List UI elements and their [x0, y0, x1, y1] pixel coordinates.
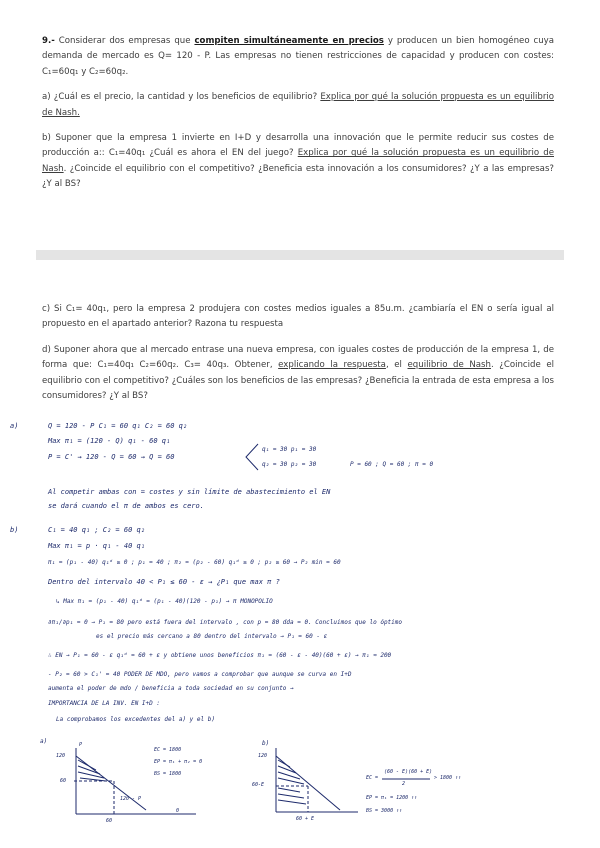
graph-a-tick-120: 120 — [56, 753, 66, 759]
graph-a-y-label: P — [79, 742, 83, 748]
graph-a-ep: EP = π₁ + π₂ = 0 — [154, 759, 203, 765]
hw-b-line2: Max π₁ = p · q₁ - 40 q₁ — [48, 542, 145, 550]
graph-b-ec-denominator: 2 — [402, 781, 406, 787]
graph-b-tick-60e: 60-E — [252, 782, 265, 788]
question-a: a) ¿Cuál es el precio, la cantidad y los beneficios de equilibrio? Explica por qué la solución propuesta es un equilibrio de Nash. — [42, 92, 554, 118]
key-phrase: compiten simultáneamente en precios — [194, 36, 384, 46]
graph-a-tick-60: 60 — [60, 778, 67, 784]
hw-a-explanation2: se dará cuando el π de ambos es cero. — [48, 502, 204, 510]
hw-brace — [246, 444, 258, 470]
graph-b-tick-x: 60 + E — [296, 816, 315, 822]
hw-b-line8: ∴ EN → P₁ = 60 - ε q₁ᵈ = 60 + ε y obtiene unos beneficios π₁ = (60 - ε - 40)(60 + ε) → π₁ ≈ 200 — [48, 652, 392, 659]
graph-b-surplus-hatch — [278, 760, 304, 784]
graph-a-curve-label: 120 - P — [120, 796, 142, 802]
hw-a-line1: Q = 120 - P C₁ = 60 q₁ C₂ = 60 q₂ — [48, 422, 188, 430]
graph-b-tick-120: 120 — [258, 753, 268, 759]
hw-b-line5: ↳ Max π₁ = (p₁ - 40) q₁ᵈ = (p₁ - 40)(120 - p₁) → π MONOPOLIO — [56, 598, 273, 605]
hw-a-brace-line2: q₂ = 30 p₂ = 30 — [262, 461, 317, 468]
graph-a-ec: EC = 1800 — [154, 747, 182, 753]
hw-b-line10: aumenta el poder de mdo / beneficia a toda sociedad en su conjunto → — [48, 685, 294, 692]
graph-a-bs: BS = 1800 — [154, 771, 182, 777]
hw-a-explanation1: Al competir ambas con = costes y sin límite de abastecimiento el EN — [48, 488, 331, 496]
problem-intro: 9.- Considerar dos empresas que compiten simultáneamente en precios y producen un bien homogéneo cuya demanda de mercado es Q= 120 - P. Las empresas no tienen restricciones de capacidad y producen con costes: C₁=60q₁ y C₂=60q₂. — [42, 36, 555, 77]
hw-a-label: a) — [10, 422, 19, 430]
graph-b-bs: BS = 3000 ↑↑ — [366, 808, 403, 814]
hw-a-line2: Max π₁ = (120 - Q) q₁ - 60 q₁ — [48, 437, 171, 445]
hw-b-label: b) — [10, 526, 19, 534]
hw-b-line4: Dentro del intervalo 40 < P₁ ≤ 60 - ε → ¿P₁ que max π ? — [48, 578, 280, 586]
hw-b-line12: La comprobamos los excedentes del a) y el b) — [56, 716, 215, 723]
hw-a-line3: P = C' → 120 - Q = 60 → Q = 60 — [48, 453, 175, 461]
graph-b-label: b) — [262, 740, 270, 747]
hw-b-line11: IMPORTANCIA DE LA INV. EN I+D : — [48, 700, 160, 707]
graph-a-label: a) — [40, 738, 48, 745]
question-c: c) Si C₁= 40q₁, pero la empresa 2 produjera con costes medios iguales a 85u.m. ¿cambiaría el EN o sería igual al propuesto en el apartado anterior? Razona tu respuesta — [42, 304, 554, 330]
graph-a-tick-x60: 60 — [106, 818, 113, 824]
graph-b-ec-comparison: > 1800 ↑↑ — [434, 775, 462, 781]
hw-b-line6: ∂π₁/∂p₁ = 0 → P₁ = 80 pero está fuera del intervalo , con p = 80 dda = 0. Concluimos que lo óptimo — [48, 619, 403, 626]
graph-b-ep: EP = π₁ = 1200 ↑↑ — [366, 795, 418, 801]
hw-b-line3: π₁ = (p₁ - 40) q₁ᵈ ≥ 0 ; p₁ = 40 ; π₂ = (p₂ - 60) q₁ᵈ ≥ 0 ; p₂ ≥ 60 → P₂ min = 60 — [48, 559, 341, 566]
hw-b-line9: - P₂ = 60 > C₁' = 40 PODER DE MDO, pero vamos a comprobar que aunque se curva en I+D — [48, 671, 352, 678]
graph-a-origin-mark: 0 — [176, 808, 180, 814]
graph-b-ec-numerator: (60 - E)(60 + E) — [384, 769, 433, 775]
problem-number: 9.- — [42, 36, 55, 46]
hw-b-line1: C₁ = 40 q₁ ; C₂ = 60 q₂ — [48, 526, 145, 534]
hw-a-brace-line1: q₁ = 30 p₁ = 30 — [262, 446, 317, 453]
question-b: b) Suponer que la empresa 1 invierte en I+D y desarrolla una innovación que le permite reducir sus costes de producción a:: C₁=40q₁ ¿Cuál es ahora el EN del juego? Explica por qué la solución propuesta es un equilibrio de Nash. ¿Coincide el equilibrio con el competitivo? ¿Beneficia esta innovación a los consumidores? ¿Y a las empresas? ¿Y al BS? — [42, 133, 554, 190]
graph-a-surplus-hatch — [78, 760, 106, 781]
hw-a-result: P = 60 ; Q = 60 ; π = 0 — [350, 461, 434, 468]
graph-b-profit-hatch — [278, 788, 306, 804]
question-d: d) Suponer ahora que al mercado entrase una nueva empresa, con iguales costes de producción de la empresa 1, de forma que: C₁=40q₁ C₂=60q₂. C₃= 40q₃. Obtener, explicando la respuesta, el equilibrio de Nash. ¿Coincide el equilibrio con el competitivo? ¿Cuáles son los beneficios de las empresas? ¿Beneficia la entrada de esta empresa a los consumidores? ¿Y al BS? — [42, 344, 555, 402]
hw-b-line7: es el precio más cercano a 80 dentro del intervalo → P₁ = 60 - ε — [96, 633, 328, 640]
graph-b-ec-prefix: EC = — [366, 775, 379, 781]
